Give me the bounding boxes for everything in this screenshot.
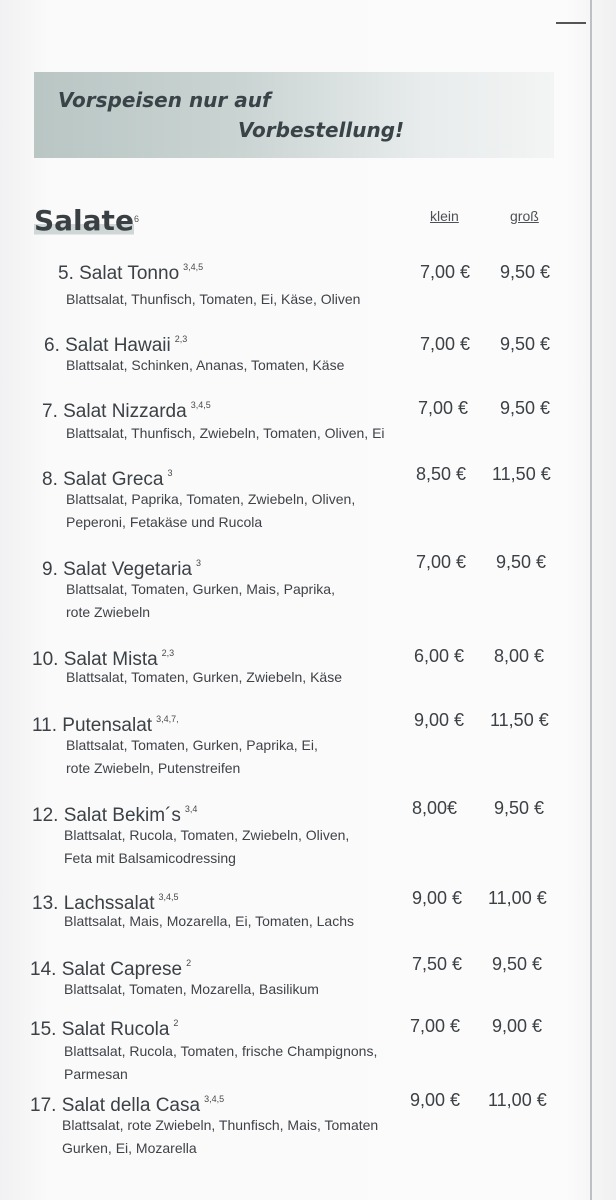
banner-line-1: Vorspeisen nur auf — [58, 88, 271, 112]
price-klein: 8,00€ — [412, 798, 458, 818]
banner-line-2: Vorbestellung! — [238, 118, 405, 142]
price-gross: 9,50 € — [492, 954, 543, 974]
item-title: 10. Salat Mista $^{2,3}$ — [32, 648, 175, 670]
price-gross: 11,00 € — [488, 1090, 547, 1110]
price-klein: 7,00 € — [418, 398, 469, 418]
item-description: Blattsalat, rote Zwiebeln, Thunfisch, Mais, Tomaten Gurken, Ei, Mozarella — [62, 1117, 379, 1156]
price-gross: 11,00 € — [488, 888, 547, 908]
item-description: Blattsalat, Schinken, Ananas, Tomaten, Käse — [66, 357, 345, 373]
item-title: 13. Lachssalat $^{3,4,5}$ — [32, 892, 179, 914]
item-description: Blattsalat, Rucola, Tomaten, Zwiebeln, Oliven, Feta mit Balsamicodressing — [64, 827, 350, 866]
item-title: 9. Salat Vegetaria $^3$ — [42, 558, 202, 580]
item-title: 5. Salat Tonno $^{3,4,5}$ — [58, 262, 204, 284]
price-gross: 9,50 € — [500, 334, 551, 354]
price-gross: 9,50 € — [496, 552, 547, 572]
price-klein: 7,00 € — [410, 1016, 461, 1036]
preorder-banner — [34, 72, 554, 158]
price-klein: 7,00 € — [416, 552, 467, 572]
item-title: 7. Salat Nizzarda $^{3,4,5}$ — [42, 400, 211, 422]
item-description: Blattsalat, Tomaten, Gurken, Zwiebeln, Käse — [66, 669, 342, 685]
page-edge — [590, 0, 592, 1200]
item-title: 11. Putensalat $^{3,4,7,}$ — [32, 714, 179, 736]
item-description: Blattsalat, Paprika, Tomaten, Zwiebeln, Oliven, Peperoni, Fetakäse und Rucola — [66, 491, 356, 530]
price-gross: 9,50 € — [500, 398, 551, 418]
price-gross: 9,50 € — [494, 798, 545, 818]
price-klein: 7,00 € — [420, 262, 471, 282]
price-klein: 9,00 € — [414, 710, 465, 730]
item-title: 17. Salat della Casa $^{3,4,5}$ — [30, 1094, 225, 1116]
item-title: 6. Salat Hawaii $^{2,3}$ — [44, 334, 188, 356]
item-description: Blattsalat, Rucola, Tomaten, frische Champignons, Parmesan — [64, 1043, 378, 1082]
item-description: Blattsalat, Tomaten, Mozarella, Basilikum — [64, 981, 319, 997]
price-gross: 11,50 € — [490, 710, 549, 730]
item-description: Blattsalat, Thunfisch, Zwiebeln, Tomaten, Oliven, Ei — [66, 425, 385, 441]
price-gross: 8,00 € — [494, 646, 545, 666]
page-corner-mark — [556, 22, 586, 24]
price-klein: 8,50 € — [416, 464, 467, 484]
price-klein: 7,00 € — [420, 334, 471, 354]
price-klein: 7,50 € — [412, 954, 463, 974]
section-title: Salate — [34, 204, 134, 237]
item-title: 8. Salat Greca $^3$ — [42, 468, 173, 490]
item-description: Blattsalat, Tomaten, Gurken, Paprika, Ei, rote Zwiebeln, Putenstreifen — [66, 737, 318, 776]
price-gross: 11,50 € — [492, 464, 551, 484]
price-gross: 9,00 € — [492, 1016, 543, 1036]
price-klein: 9,00 € — [412, 888, 463, 908]
price-klein: 9,00 € — [410, 1090, 461, 1110]
column-header-klein: klein — [430, 208, 459, 224]
price-gross: 9,50 € — [500, 262, 551, 282]
item-title: 15. Salat Rucola $^2$ — [30, 1018, 179, 1040]
item-description: Blattsalat, Mais, Mozarella, Ei, Tomaten, Lachs — [64, 913, 354, 929]
price-klein: 6,00 € — [414, 646, 465, 666]
item-title: 12. Salat Bekim´s $^{3,4}$ — [32, 804, 198, 826]
section-footnote: 6 — [134, 214, 140, 224]
item-description: Blattsalat, Thunfisch, Tomaten, Ei, Käse, Oliven — [66, 291, 361, 307]
column-header-gross: groß — [510, 208, 539, 224]
item-description: Blattsalat, Tomaten, Gurken, Mais, Paprika, rote Zwiebeln — [66, 581, 335, 620]
item-title: 14. Salat Caprese $^2$ — [30, 958, 192, 980]
